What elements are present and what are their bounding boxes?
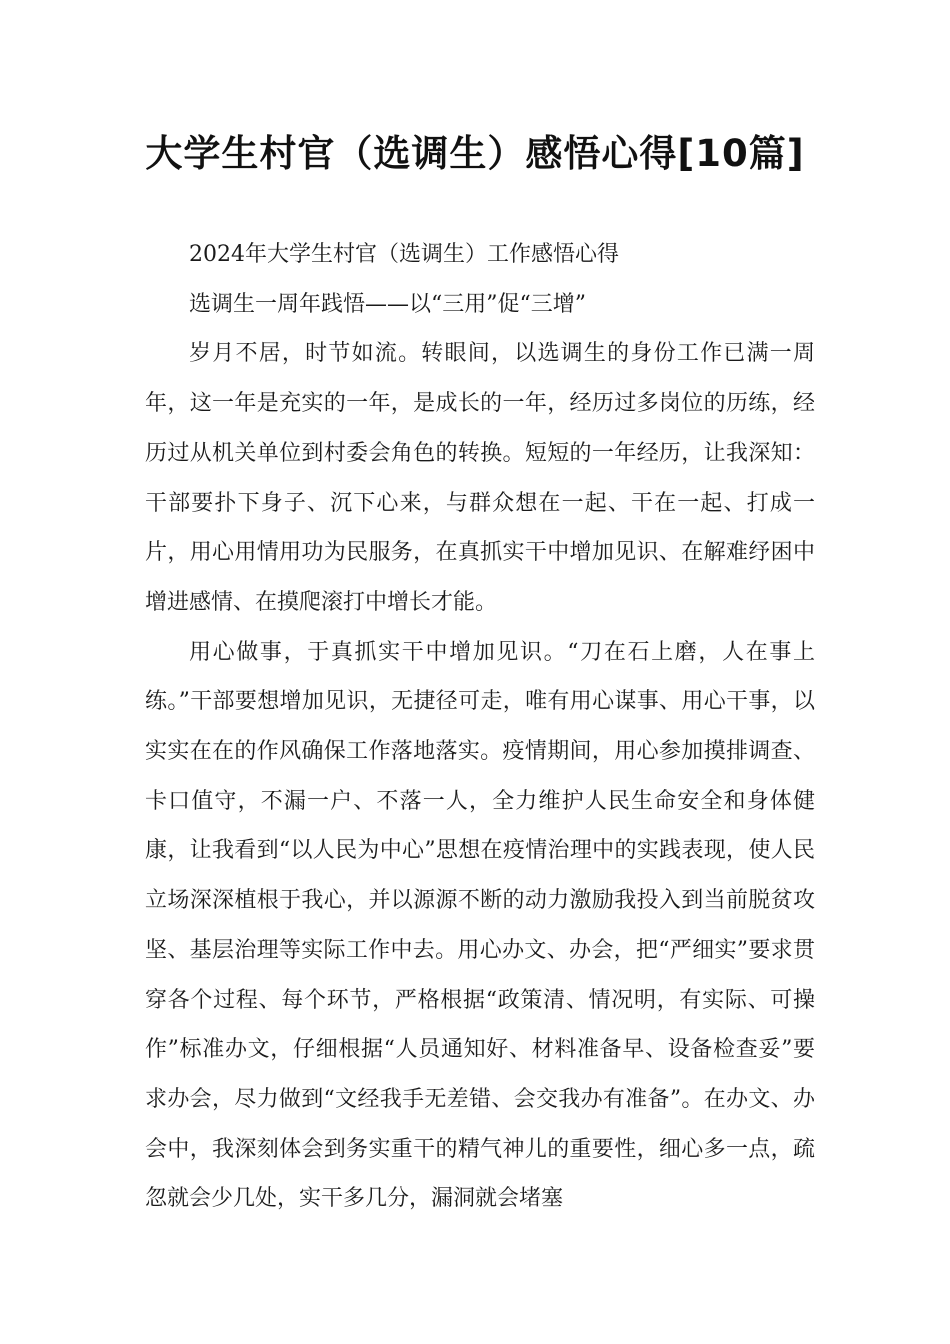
section-heading: 选调生一周年践悟——以“三用”促“三增” <box>189 291 586 317</box>
subtitle: 2024年大学生村官（选调生）工作感悟心得 <box>189 242 619 267</box>
document-title: 大学生村官（选调生）感悟心得[10篇] <box>145 132 805 175</box>
paragraph: 用心做事，于真抓实干中增加见识。“刀在石上磨，人在事上练。”干部要想增加见识，无捷径可走，唯有用心谋事、用心干事，以实实在在的作风确保工作落地落实。疫情期间，用心参加摸排调查、卡口值守，不漏一户、不落一人，全力维护人民生命安全和身体健康，让我看到“以人民为中心”思想在疫情治理中的实践表现，使人民立场深深植根于我心，并以源源不断的动力激励我投入到当前脱贫攻坚、基层治理等实际工作中去。用心办文、办会，把“严细实”要求贯穿各个过程、每个环节，严格根据“政策清、情况明，有实际、可操作”标准办文，仔细根据“人员通知好、材料准备早、设备检查妥”要求办会，尽力做到“文经我手无差错、会交我办有准备”。在办文、办会中，我深刻体会到务实重干的精气神儿的重要性，细心多一点，疏忽就会少几处，实干多几分，漏洞就会堵塞 <box>145 639 815 1212</box>
document-body <box>145 230 815 1224</box>
paragraph: 岁月不居，时节如流。转眼间，以选调生的身份工作已满一周年，这一年是充实的一年，是成长的一年，经历过多岗位的历练，经历过从机关单位到村委会角色的转换。短短的一年经历，让我深知：干部要扑下身子、沉下心来，与群众想在一起、干在一起、打成一片，用心用情用功为民服务，在真抓实干中增加见识、在解难纾困中增进感情、在摸爬滚打中增长才能。 <box>145 341 815 615</box>
